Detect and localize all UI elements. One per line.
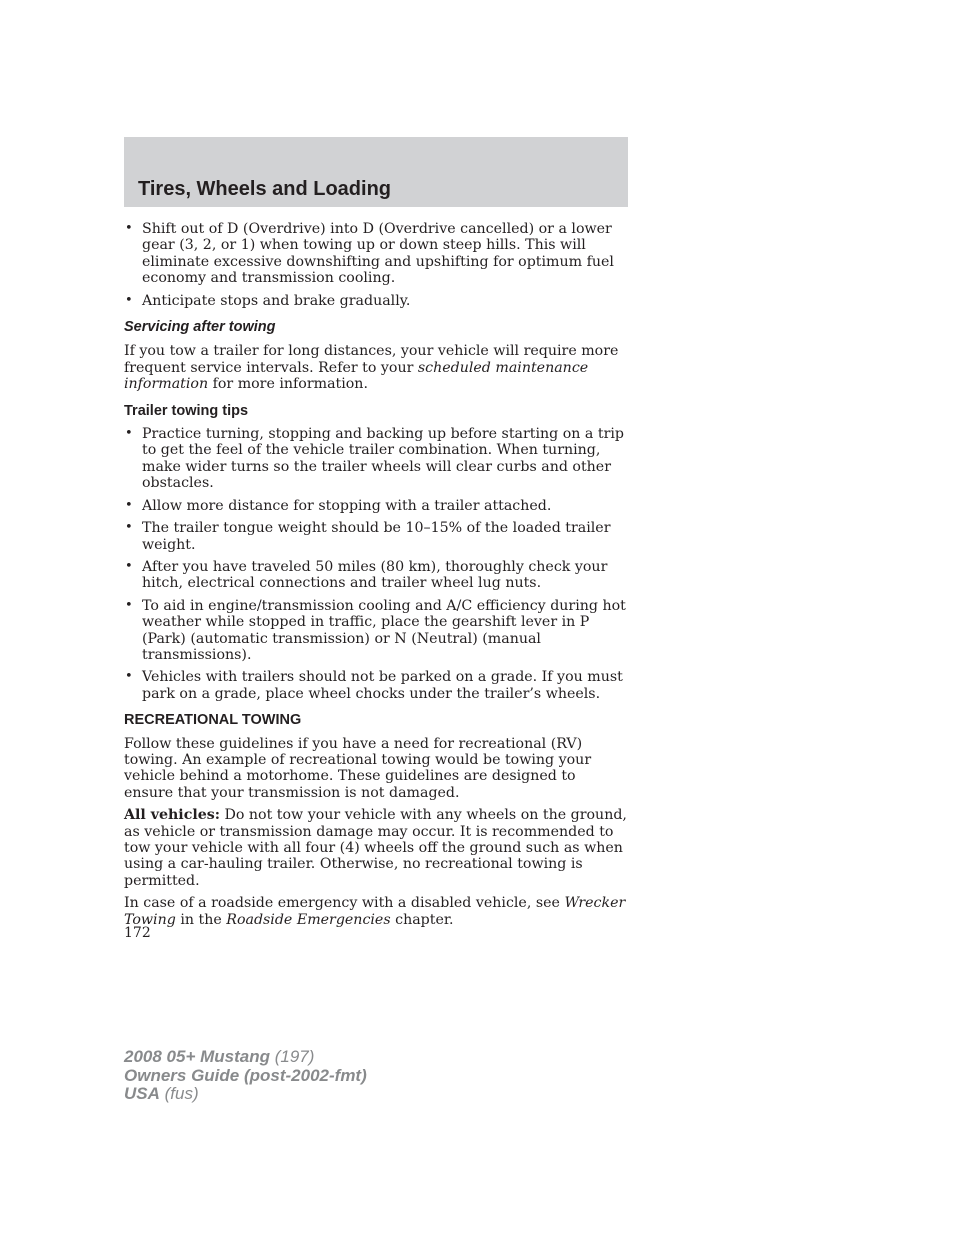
bullet-text: Anticipate stops and brake gradually. bbox=[142, 292, 411, 309]
bullet-icon: • bbox=[125, 221, 133, 236]
bullet-text: To aid in engine/transmission cooling and A/C efficiency during hot weather while stopped in traffic, place the gearshift lever in P (Park) (automatic transmission) or N (Neutral) (manual transmissions). bbox=[142, 597, 626, 663]
all-vehicles-text: Do not tow your vehicle with any wheels on the ground, as vehicle or transmission damage may occur. It is recommended to tow your vehicle with all four (4) wheels off the ground such as when using a car-hauling trailer. Otherwise, no recreational towing is permitted. bbox=[124, 807, 627, 889]
bullet-icon: • bbox=[125, 597, 133, 613]
list-item bbox=[124, 520, 628, 553]
servicing-reference: scheduled maintenance information bbox=[124, 359, 589, 393]
bullet-text: After you have traveled 50 miles (80 km), thoroughly check your hitch, electrical connections and trailer wheel lug nuts. bbox=[142, 558, 608, 592]
bullet-icon: • bbox=[125, 426, 133, 442]
section-title: Tires, Wheels and Loading bbox=[138, 178, 392, 200]
bullet-text: Allow more distance for stopping with a trailer attached. bbox=[142, 497, 552, 514]
document-footer bbox=[124, 1048, 367, 1104]
page-number: 172 bbox=[124, 925, 151, 941]
wrecker-towing-reference: Wrecker Towing bbox=[124, 895, 626, 928]
roadside-text-end: chapter. bbox=[390, 911, 454, 928]
towing-bullet-list bbox=[124, 221, 628, 309]
list-item bbox=[124, 498, 628, 514]
footer-model: 2008 05+ Mustang bbox=[124, 1047, 270, 1066]
list-item bbox=[124, 598, 628, 664]
bullet-text: The trailer tongue weight should be 10–15% of the loaded trailer weight. bbox=[142, 520, 611, 553]
footer-line-1 bbox=[124, 1048, 367, 1067]
bullet-text: Shift out of D (Overdrive) into D (Overdrive cancelled) or a lower gear (3, 2, or 1) when towing up or down steep hills. This will eliminate excessive downshifting and upshifting for optimum fuel economy and transmission cooling. bbox=[142, 221, 614, 287]
footer-market-code: (fus) bbox=[159, 1084, 199, 1103]
all-vehicles-paragraph bbox=[124, 807, 628, 889]
list-item bbox=[124, 669, 628, 702]
bullet-text: Practice turning, stopping and backing up before starting on a trip to get the feel of the vehicle trailer combination. When turning, make wider turns so the trailer wheels will clear curbs and other obstacles. bbox=[142, 426, 624, 492]
list-item bbox=[124, 559, 628, 592]
footer-guide: Owners Guide (post-2002-fmt) bbox=[124, 1065, 367, 1085]
bullet-icon: • bbox=[125, 669, 133, 685]
roadside-text: In case of a roadside emergency with a disabled vehicle, see bbox=[124, 895, 565, 912]
servicing-text-end: for more information. bbox=[208, 376, 368, 393]
bullet-icon: • bbox=[125, 558, 133, 574]
roadside-text-mid: in the bbox=[175, 911, 227, 928]
servicing-paragraph bbox=[124, 343, 628, 392]
recreational-paragraph: Follow these guidelines if you have a need for recreational (RV) towing. An example of recreational towing would be towing your vehicle behind a motorhome. These guidelines are designed to ensure that your transmission is not damaged. bbox=[124, 735, 592, 801]
servicing-text: If you tow a trailer for long distances, your vehicle will require more frequent service intervals. Refer to your bbox=[124, 343, 619, 376]
section-header-band bbox=[124, 137, 628, 207]
bullet-text: Vehicles with trailers should not be parked on a grade. If you must park on a grade, place wheel chocks under the trailer’s wheels. bbox=[142, 669, 623, 702]
list-item bbox=[124, 293, 628, 309]
tips-bullet-list bbox=[124, 426, 628, 702]
list-item bbox=[124, 426, 628, 492]
footer-market: USA bbox=[124, 1084, 160, 1103]
footer-model-code: (197) bbox=[270, 1047, 315, 1066]
bullet-icon: • bbox=[125, 520, 133, 536]
bullet-icon: • bbox=[125, 292, 133, 308]
list-item bbox=[124, 221, 628, 287]
bullet-icon: • bbox=[125, 497, 133, 513]
page-content bbox=[124, 221, 628, 934]
roadside-emergencies-reference: Roadside Emergencies bbox=[226, 911, 391, 928]
all-vehicles-label: All vehicles: bbox=[124, 807, 220, 824]
tips-heading: Trailer towing tips bbox=[124, 402, 249, 419]
footer-line-3 bbox=[124, 1085, 367, 1104]
footer-line-2 bbox=[124, 1067, 367, 1086]
recreational-heading: RECREATIONAL TOWING bbox=[124, 712, 302, 729]
roadside-paragraph bbox=[124, 895, 628, 928]
servicing-heading: Servicing after towing bbox=[124, 319, 276, 336]
